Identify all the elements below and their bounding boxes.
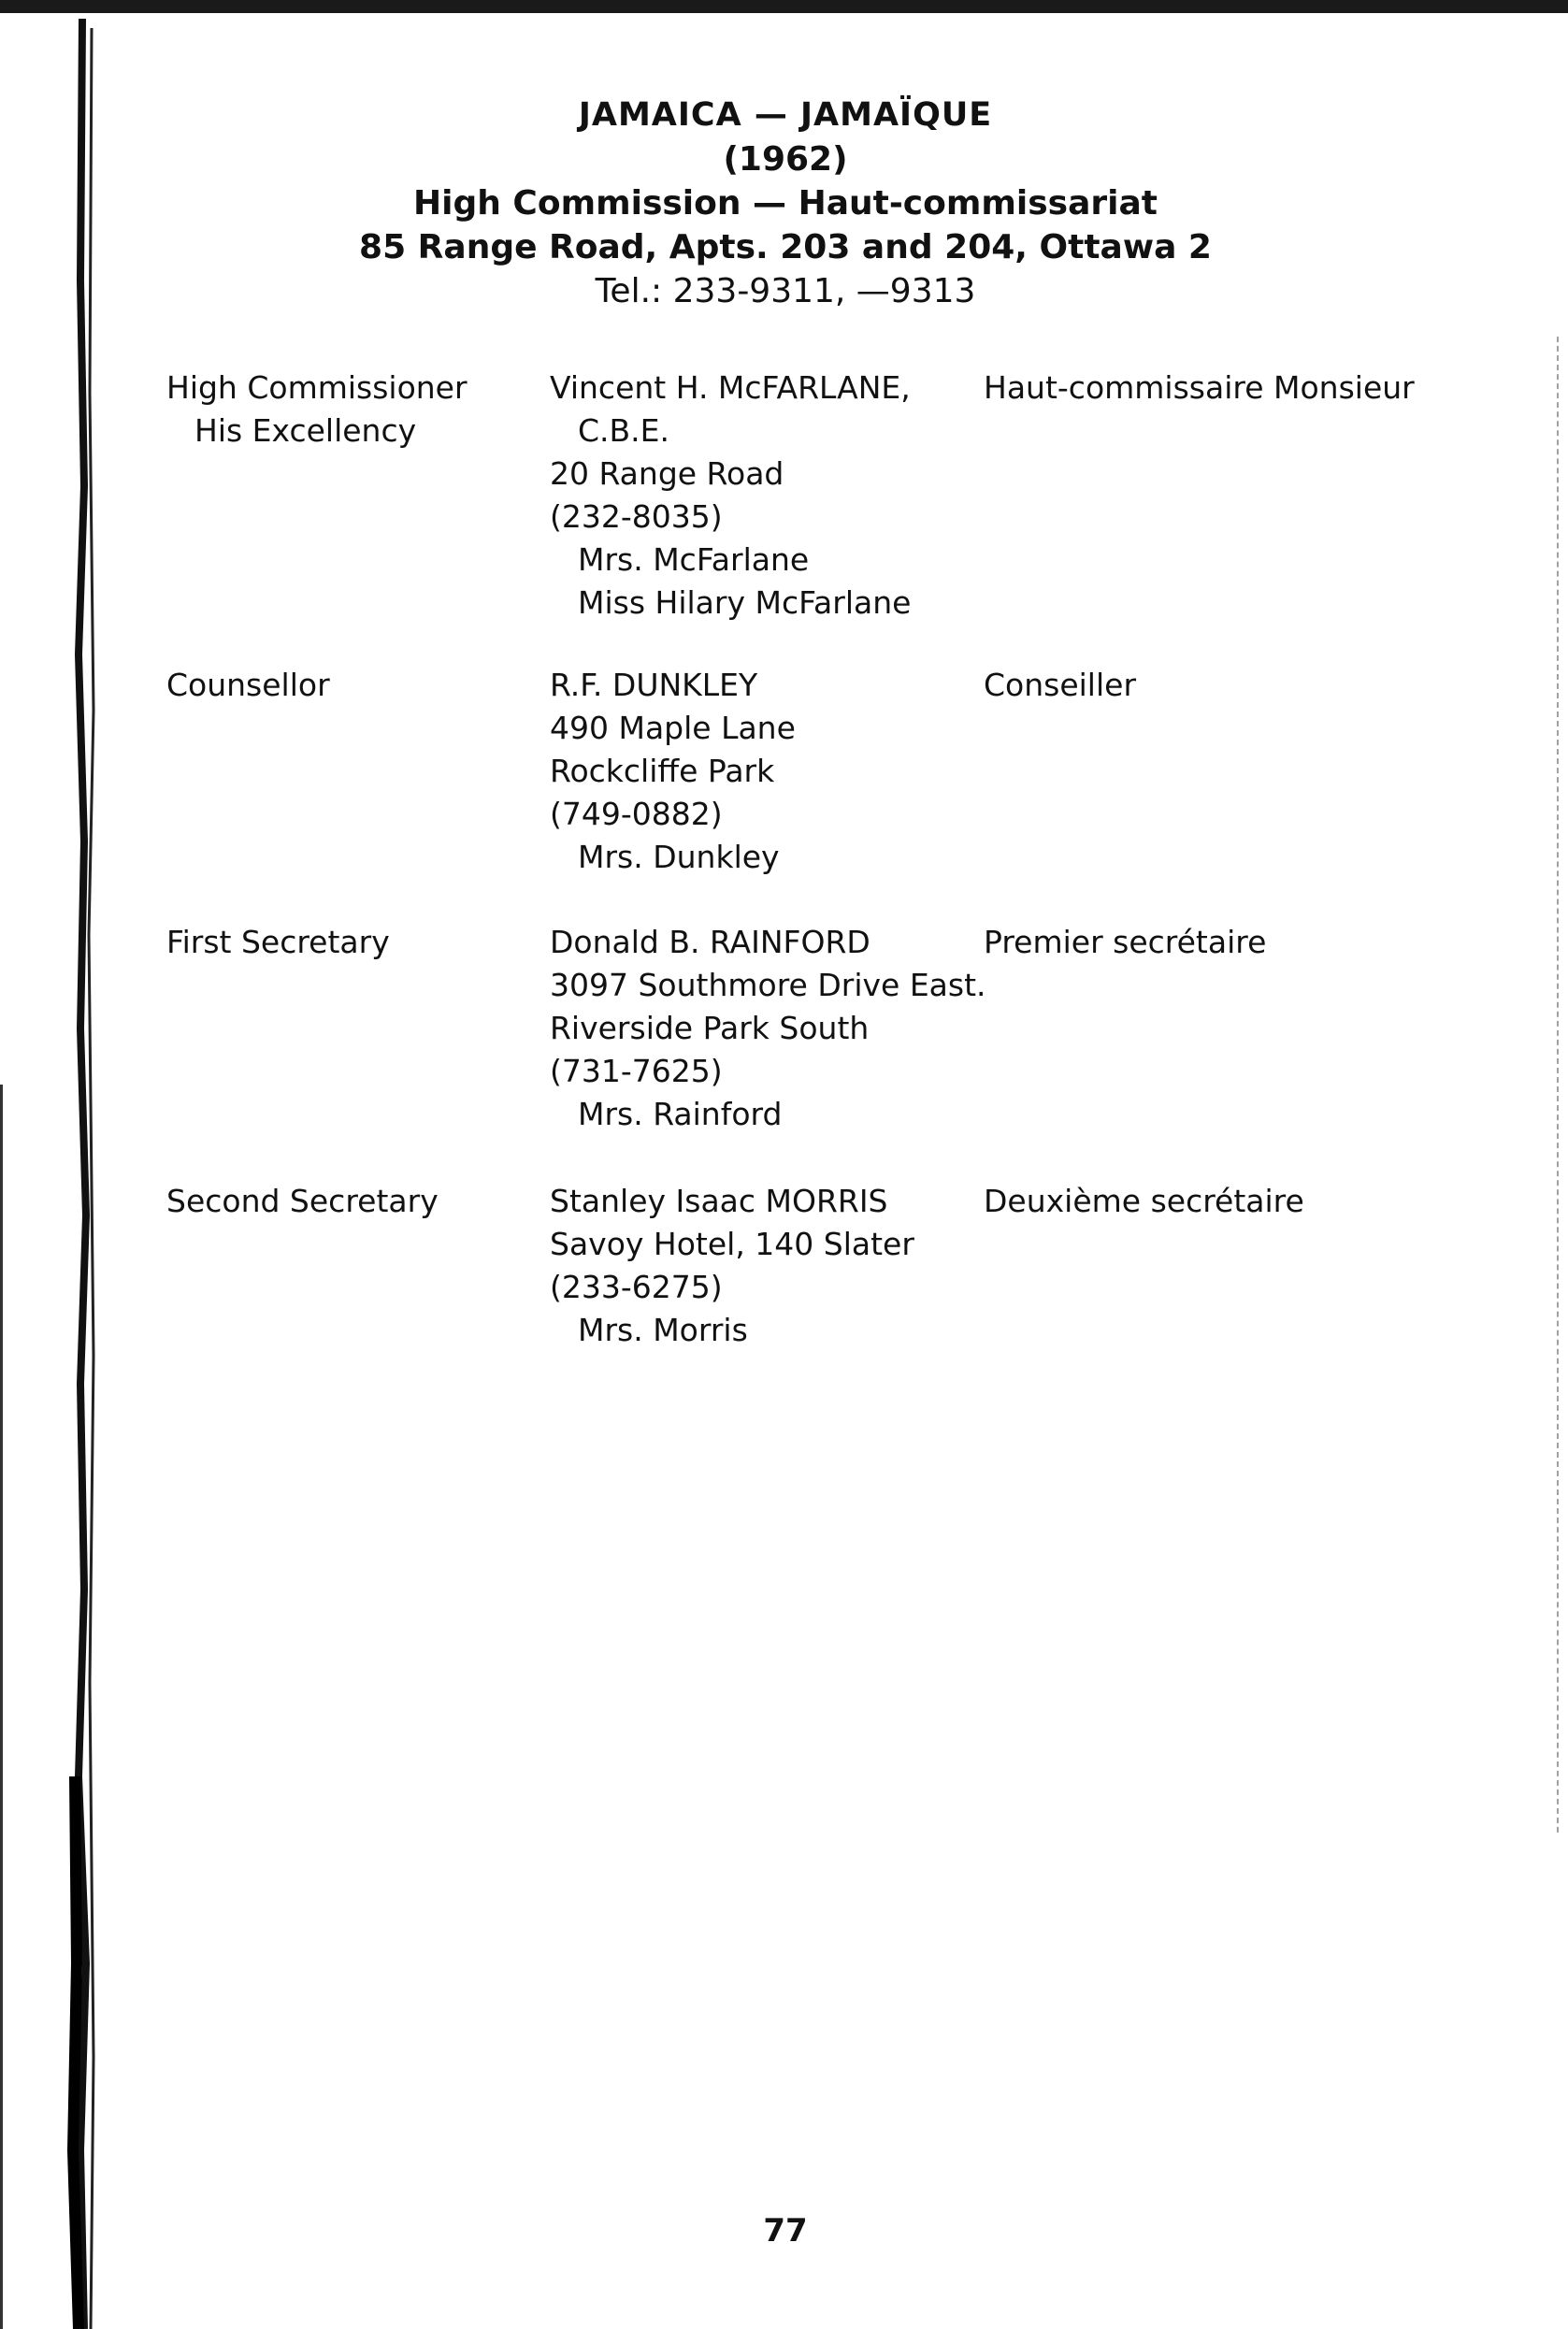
person-name: Vincent H. McFARLANE,	[550, 369, 911, 406]
page-top-edge	[0, 0, 1568, 13]
person-address: 20 Range Road	[550, 455, 784, 492]
person-phone: (232-8035)	[550, 498, 723, 535]
title-line: His Excellency	[194, 412, 417, 449]
person-phone: (731-7625)	[550, 1053, 723, 1089]
person-honour: C.B.E.	[578, 412, 670, 449]
entry-person-details	[550, 664, 989, 879]
mission-address: 85 Range Road, Apts. 203 and 204, Ottawa 2	[359, 228, 1212, 266]
page-right-edge	[1557, 337, 1568, 1833]
entry-person-details	[550, 367, 989, 625]
person-address: 490 Maple Lane	[550, 710, 796, 746]
person-address: 3097 Southmore Drive East.	[550, 967, 986, 1003]
country-title: JAMAICA — JAMAÏQUE	[578, 96, 993, 134]
entry-person-details	[550, 1180, 989, 1352]
entry-title-french: Haut-commissaire Monsieur	[984, 369, 1415, 406]
person-phone: (749-0882)	[550, 796, 723, 832]
entry-title-english	[166, 367, 540, 453]
person-address: Rockcliffe Park	[550, 753, 775, 789]
entry-title-english	[166, 664, 540, 707]
person-phone: (233-6275)	[550, 1269, 723, 1305]
title-line: First Secretary	[166, 924, 390, 960]
person-name: Donald B. RAINFORD	[550, 924, 870, 960]
person-spouse: Mrs. Rainford	[578, 1096, 783, 1132]
person-family: Miss Hilary McFarlane	[578, 584, 912, 621]
title-line: Counsellor	[166, 667, 330, 703]
person-spouse: Mrs. Dunkley	[578, 839, 780, 875]
person-spouse: Mrs. McFarlane	[578, 541, 810, 578]
title-line: High Commissioner	[166, 369, 468, 406]
entry-title-french: Deuxième secrétaire	[984, 1183, 1304, 1219]
entry-title-english	[166, 1180, 540, 1223]
person-name: Stanley Isaac MORRIS	[550, 1183, 888, 1219]
establishment-year: (1962)	[723, 140, 848, 179]
book-spine-edge	[0, 0, 112, 2329]
person-name: R.F. DUNKLEY	[550, 667, 758, 703]
page-number: 77	[763, 2212, 808, 2250]
entry-title-english	[166, 921, 540, 964]
entry-title-french: Conseiller	[984, 667, 1137, 703]
entry-title-french: Premier secrétaire	[984, 924, 1267, 960]
person-address: Savoy Hotel, 140 Slater	[550, 1226, 914, 1262]
mission-name: High Commission — Haut-commissariat	[413, 184, 1158, 223]
title-line: Second Secretary	[166, 1183, 439, 1219]
person-address: Riverside Park South	[550, 1010, 870, 1046]
document-header	[281, 93, 1290, 313]
mission-phone: Tel.: 233-9311, —9313	[595, 272, 976, 310]
entry-person-details	[550, 921, 989, 1136]
person-spouse: Mrs. Morris	[578, 1312, 748, 1348]
